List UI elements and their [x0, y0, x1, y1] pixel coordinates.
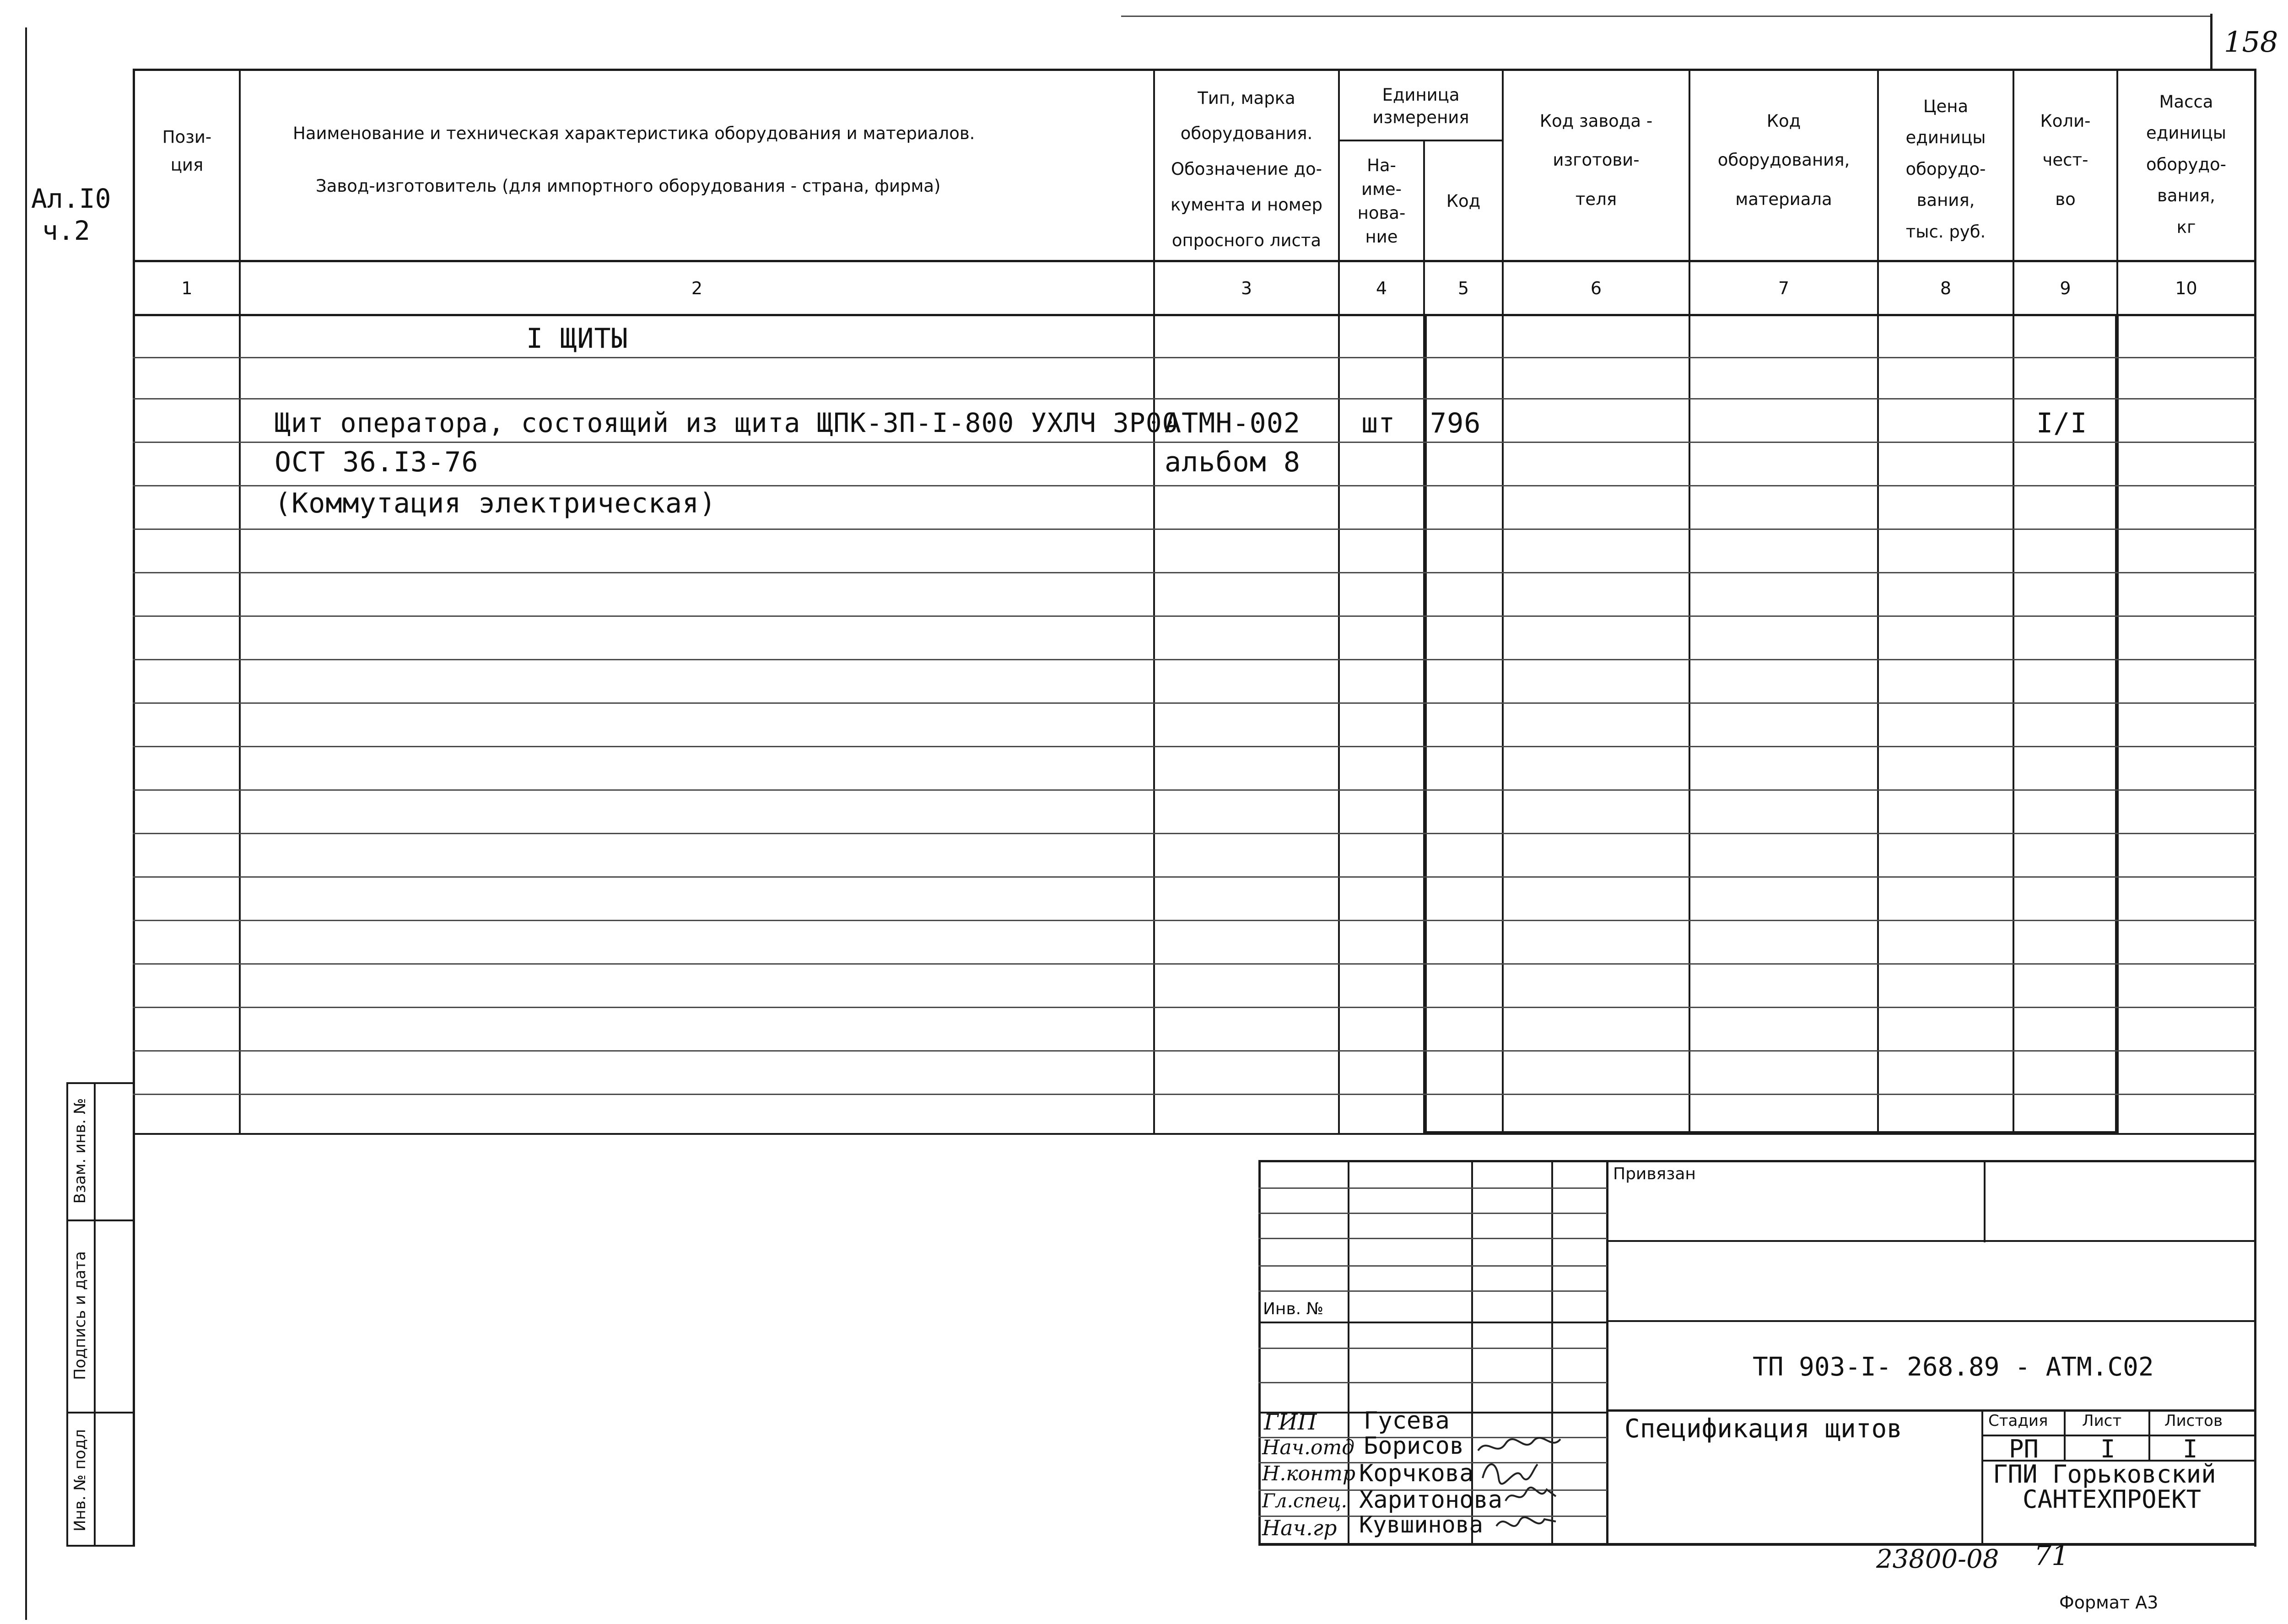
header-equipment-code: Код оборудования, материала [1717, 111, 1850, 209]
header-unit-group: Единица измерения [1372, 85, 1469, 127]
sheets-label: Листов [2164, 1412, 2223, 1430]
column-number: 5 [1457, 278, 1469, 298]
role-n-kontr: Н.контр [1262, 1462, 1355, 1485]
bottom-code: 23800-08 [1876, 1544, 1999, 1574]
format-label: Формат А3 [2059, 1592, 2158, 1613]
stage-label: Стадия [1988, 1412, 2048, 1430]
header-price: Цена единицы оборудо- вания, тыс. руб. [1905, 96, 1986, 242]
column-number: 10 [2175, 278, 2197, 298]
header-factory-code: Код завода - изготови- теля [1539, 111, 1653, 209]
role-gip: ГИП [1264, 1409, 1317, 1435]
header-mass: Масса единицы оборудо- вания, кг [2146, 92, 2227, 237]
header-unit-name: На- име- нова- ние [1357, 156, 1406, 247]
item-type-line1: АТМН-002 [1165, 407, 1300, 439]
column-number: 7 [1778, 278, 1790, 298]
column-number: 6 [1590, 278, 1602, 298]
organization-line1: ГПИ Горьковский [1993, 1460, 2216, 1489]
inv-orig-label: Инв. № подл [71, 1429, 89, 1532]
document-title: Спецификация щитов [1624, 1414, 1902, 1444]
column-number: 9 [2060, 278, 2071, 298]
name-kuvshinova: Кувшинова [1359, 1511, 1483, 1538]
role-gl-spec: Гл.спец. [1262, 1489, 1347, 1512]
organization-line2: САНТЕХПРОЕКТ [2023, 1485, 2202, 1514]
item-unit-name: шт [1361, 407, 1396, 439]
signature-kuvshinova [1492, 1510, 1560, 1538]
item-quantity: I/I [2036, 407, 2088, 439]
sheet-label: Лист [2082, 1412, 2122, 1430]
name-korchkova: Корчкова [1359, 1460, 1474, 1487]
name-guseva: Гусева [1364, 1407, 1450, 1435]
header-quantity: Коли- чест- во [2040, 111, 2091, 209]
column-number: 8 [1940, 278, 1952, 298]
header-name-line1: Наименование и техническая характеристика оборудования и материалов. [293, 124, 975, 143]
inv-subst-label: Взам. инв. № [71, 1098, 89, 1204]
role-nach-gr: Нач.гр [1262, 1516, 1337, 1540]
name-borisov: Борисов [1364, 1432, 1464, 1460]
header-position: Пози- ция [162, 127, 212, 175]
header-unit-code: Код [1446, 191, 1481, 211]
signature-haritonova [1501, 1483, 1560, 1510]
privyazan-label: Привязан [1613, 1165, 1696, 1183]
page-number: 158 [2224, 25, 2278, 59]
sheets-value: I [2183, 1435, 2198, 1463]
column-number: 1 [181, 278, 193, 298]
item-unit-code: 796 [1430, 407, 1481, 439]
header-name-line2: Завод-изготовитель (для импортного оборудования - страна, фирма) [316, 176, 941, 196]
section-title: I ЩИТЫ [526, 323, 628, 355]
side-note-line2: ч.2 [42, 215, 90, 246]
sheet-value: I [2100, 1435, 2115, 1463]
item-name-line1: Щит оператора, состоящий из щита ЩПК-ЗП-I-800 УХЛЧ ЗР00 [275, 407, 1179, 438]
column-number: 4 [1376, 278, 1387, 298]
item-name-line2: ОСТ 36.I3-76 [275, 446, 479, 478]
side-note-line1: Ал.I0 [31, 183, 111, 214]
column-number: 2 [691, 278, 703, 298]
stage-value: РП [2009, 1435, 2039, 1463]
item-name-line3: (Коммутация электрическая) [275, 487, 717, 519]
sign-date-label: Подпись и дата [71, 1251, 89, 1380]
column-number: 3 [1241, 278, 1252, 298]
name-haritonova: Харитонова [1359, 1486, 1503, 1514]
inv-no-label: Инв. № [1263, 1300, 1324, 1318]
item-type-line2: альбом 8 [1165, 446, 1300, 478]
bottom-number: 71 [2034, 1540, 2069, 1572]
role-nach-otd: Нач.отд [1262, 1436, 1355, 1459]
header-type: Тип, марка оборудования. Обозначение до- кумента и номер опросного листа [1171, 88, 1322, 250]
document-code: ТП 903-I- 268.89 - АТМ.С02 [1753, 1352, 2154, 1382]
